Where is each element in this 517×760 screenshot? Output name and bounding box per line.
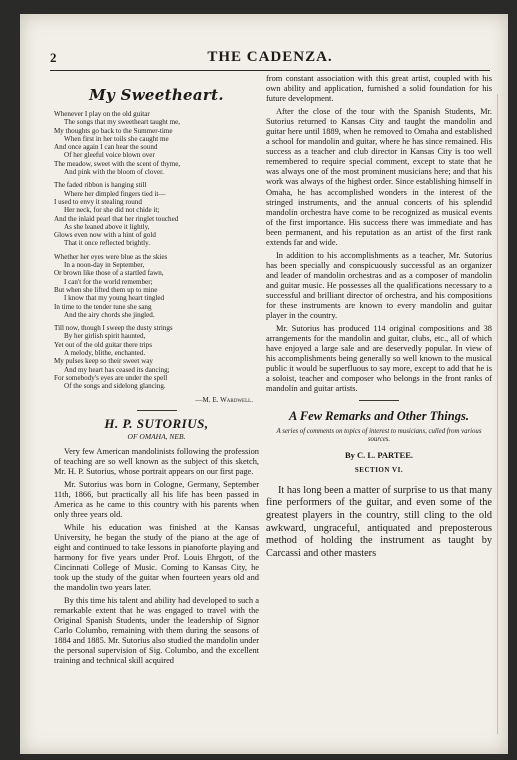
body-paragraph: By this time his talent and ability had developed to such a remarkable extent that he was engaged to travel with the Original Spanish Students, under the leadership of Signor Carlo Columbo, remaining with them during the seasons of 1884 and 1885. Mr. Sutorius also studied the mandolin under the personal supervision of Sig. Columbo, and the excellent training and technical skill acquired [54,596,259,666]
poem-line: And the airy chords she jingled. [64,310,155,319]
poem-line: Whenever I play on the old guitar [54,110,150,118]
body-paragraph: Mr. Sutorius has produced 114 original compositions and 38 arrangements for the mandolin and guitar, clubs, etc., all of which have enjoyed a large sale and are deservedly popular. In view of his accomplishments being generally so well known to the musical public it would be superfluous to say more, except to add that he is a soloist, teacher and composer who belongs in the front ranks of mandolin and guitar artists. [266,324,492,394]
poem-line: The meadow, sweet with the scent of thyme, [54,159,181,168]
article-byline: By C. L. PARTEE. [344,450,414,461]
poem-line: In a noon-day in September, [64,261,145,270]
body-paragraph: In addition to his accomplishments as a teacher, Mr. Sutorius has been specially and conspicuously successful as an organizer and leader of mandolin orchestras and as a composer of mandolin and guitar music. He possesses all the qualifications necessary to a successful and brilliant director of orchestra, and his compositions for these instruments are known to every mandolin and guitar player in the country. [266,250,492,321]
article-subheading: A series of comments on topics of interest to musicians, culled from various sources. [276,428,482,444]
divider [359,400,399,401]
poem-line: Her neck, for she did not chide it; [64,206,160,215]
poem-line: The songs that my sweetheart taught me, [64,118,181,127]
magazine-page [20,14,508,754]
poem-line: By her girlish spirit haunted, [64,332,146,341]
poem-line: My thoughts go back to the Summer-time [54,126,173,135]
bio-subheading: OF OMAHA, NEB. [127,431,186,441]
poem-line: My pulses keep so their sweet way [54,357,153,366]
section-label: SECTION VI. [354,466,404,475]
poem-signature: —M. E. Wardwell. [195,395,253,404]
poem-line: Or brown like those of a startled fawn, [54,269,164,278]
left-column [54,76,259,669]
poem-line: Glows even now with a hint of gold [54,231,156,240]
body-paragraph: After the close of the tour with the Spanish Students, Mr. Sutorius returned to Kansas City and taught the mandolin and guitar here until 1889, when he removed to Omaha and established a school for mandolin and guitar, where he has since remained. His success as a teacher and club director in Kansas City is too well remembered to require special comment, except to state that he was always one of the most prominent musicians here; and that his work was always of the highest order. Since establishing himself in Omaha, he has accomplished wonders in the interest of the stringed instruments, and the annual concerts of his splendid mandolin orchestra have come to be recognized as musical events of the first importance. His success there was immediate and has been permanent, and his reputation as an artist of the first rank extends far and wide. [266,107,492,247]
poem-line: I know that my young heart tingled [64,294,165,303]
poem-stanza [54,110,259,176]
poem-line: Yet out of the old guitar there trips [54,340,152,349]
body-paragraph: Very few American mandolinists following the profession of teaching are so well known as the subject of this sketch, Mr. H. P. Sutorius, whose portrait appears on our first page. [54,446,259,476]
poem-line: That it once reflected brightly. [64,239,151,248]
poem-line: But when she lifted them up to mine [54,285,158,294]
poem-stanza [54,181,259,247]
poem-line: Till now, though I sweep the dusty strings [54,324,173,333]
poem-line: A melody, blithe, enchanted. [64,349,146,358]
body-paragraph: While his education was finished at the Kansas University, he began the study of the piano at the age of eight and continued to take lessons in pianoforte playing and harmony for five years under Prof. Louis Ehrgott, of the Cincinnati College of Music. Coming to Kansas City, he took up the study of the guitar when fourteen years old and the mandolin two years later. [54,522,259,593]
body-paragraph: Mr. Sutorius was born in Cologne, Germany, September 11th, 1866, but practically all his life has been passed in America as he came to this country with his parents when only three years old. [54,479,259,519]
poem-stanza [54,324,259,390]
article-heading: A Few Remarks and Other Things. [289,409,469,424]
divider [137,410,177,411]
poem-stanza [54,253,259,319]
page-edge-shadow [497,94,498,734]
journal-title: THE CADENZA. [207,49,333,65]
poem-line: And the inlaid pearl that her ringlet touched [54,214,179,223]
poem-line: Whether her eyes were blue as the skies [54,252,168,261]
article-paragraph: It has long been a matter of surprise to us that many fine performers of the guitar, and even some of the greatest players in the country, still cling to the old awkward, ungraceful, antiquated and preposterous method of holding the instrument as taught by Carcassi and other masters [266,484,492,559]
poem-line: Where her dimpled fingers tied it— [64,189,166,198]
body-paragraph: from constant association with this great artist, coupled with his own ability and application, furnished a solid foundation for his future development. [266,74,492,104]
poem-line: And my heart has ceased its dancing; [64,365,170,374]
right-column [266,74,492,571]
poem-title: My Sweetheart. [89,86,224,104]
poem-line: I used to envy it stealing round [54,197,142,206]
bio-heading: H. P. SUTORIUS, [104,415,209,431]
poem-body [54,110,259,404]
poem-line: And once again I can hear the sound [54,143,158,152]
poem-line: For somebody's eyes are under the spell [54,373,168,382]
poem-line: In time to the tender tune she sang [54,302,152,311]
page-number: 2 [50,50,57,65]
poem-line: The faded ribbon is hanging still [54,181,147,190]
poem-line: I can't for the world remember; [64,277,153,286]
poem-line: Of the songs and sidelong glancing. [64,382,166,391]
poem-line: As she leaned above it lightly, [64,222,150,231]
poem-line: And pink with the bloom of clover. [64,168,164,177]
running-header [50,48,490,71]
poem-line: When first in her toils she caught me [64,134,169,143]
poem-line: Of her gleeful voice blown over [64,151,155,160]
